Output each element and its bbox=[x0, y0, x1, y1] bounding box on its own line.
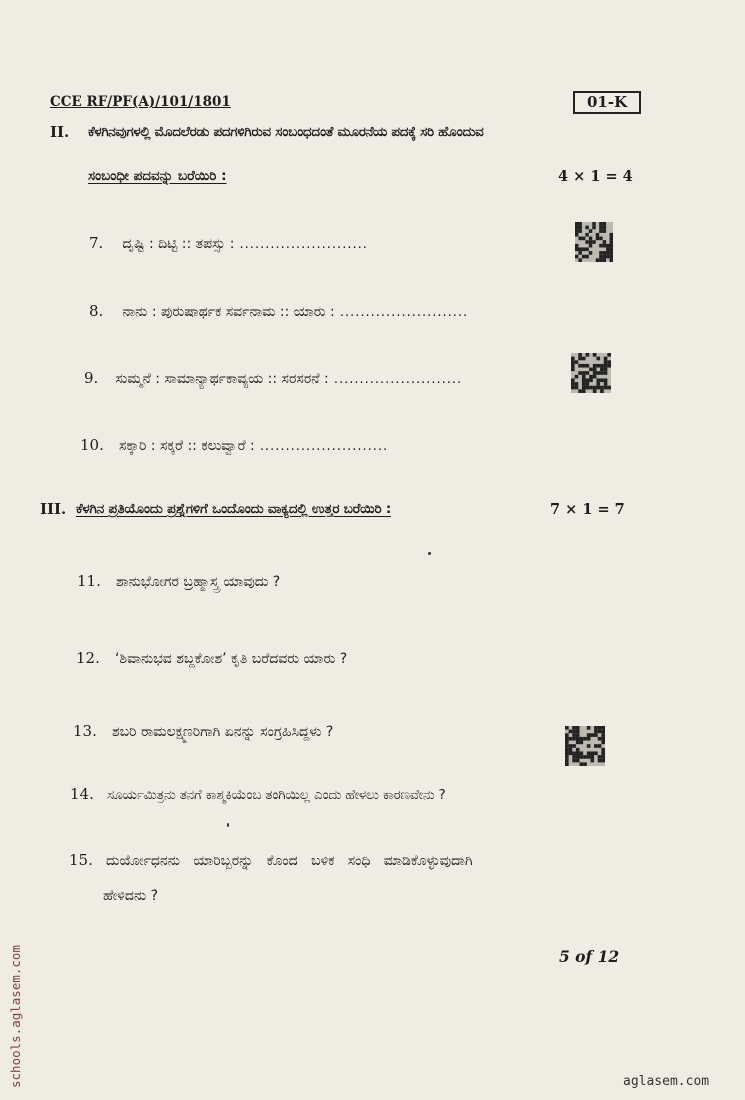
question-9 bbox=[84, 368, 462, 387]
question-text: ಶಾನುಭೋಗರ ಬ್ರಹ್ಮಾಸ್ತ್ರ ಯಾವುದು ? bbox=[115, 574, 281, 590]
answer-blank: ......................... bbox=[339, 305, 469, 320]
question-text: ‘ಶಿವಾನುಭವ ಶಬ್ದಕೋಶ’ ಕೃತಿ ಬರೆದವರು ಯಾರು ? bbox=[114, 651, 348, 667]
question-text: ದೃಷ್ಟಿ : ದಿಟ್ಟಿ :: ತಪಸ್ಸು : bbox=[122, 236, 235, 252]
scan-speck bbox=[227, 823, 229, 827]
section-2-marks: 4 × 1 = 4 bbox=[558, 168, 633, 185]
question-text: ಸೂರ್ಯಮಿತ್ರನು ತನಗೆ ಕಾಶ್ಮಕಿಯೆಂಬ ತಂಗಿಯಿಲ್ಲ ಎಂದು ಹೇಳಲು ಕಾರಣವೇನು ? bbox=[106, 787, 446, 803]
question-8 bbox=[89, 301, 468, 320]
question-number: 10. bbox=[80, 436, 104, 454]
question-15-text-line2: ಹೇಳಿದನು ? bbox=[103, 888, 159, 904]
question-number: 12. bbox=[76, 649, 100, 667]
question-11 bbox=[77, 571, 280, 590]
question-number: 14. bbox=[70, 785, 94, 803]
answer-blank: ......................... bbox=[239, 237, 368, 252]
question-text-line1: ದುರ್ಯೋಧನನು ಯಾರಿಬ್ಬರನ್ನು ಕೊಂದ ಬಳಿಕ ಸಂಧಿ ಮಾಡಿಕೊಳ್ಳುವುದಾಗಿ bbox=[105, 853, 473, 869]
question-number: 9. bbox=[84, 369, 99, 387]
watermark-bottom: aglasem.com bbox=[623, 1074, 710, 1089]
qr-code-icon bbox=[575, 222, 613, 262]
answer-blank: ......................... bbox=[259, 439, 389, 454]
scan-speck bbox=[428, 552, 431, 555]
question-number: 15. bbox=[69, 851, 93, 869]
version-code-box: 01-K bbox=[573, 91, 641, 114]
question-7 bbox=[89, 233, 368, 252]
section-3-instruction: ಕೆಳಗಿನ ಪ್ರತಿಯೊಂದು ಪ್ರಶ್ನೆಗಳಿಗೆ ಒಂದೊಂದು ವಾಕ್ಯದಲ್ಲಿ ಉತ್ತರ ಬರೆಯಿರಿ : bbox=[76, 501, 392, 517]
question-number: 7. bbox=[89, 234, 104, 252]
paper-code: CCE RF/PF(A)/101/1801 bbox=[50, 94, 231, 110]
section-2-instruction-line1: ಕೆಳಗಿನವುಗಳಲ್ಲಿ ಮೊದಲೆರಡು ಪದಗಳಿಗಿರುವ ಸಂಬಂಧದಂತೆ ಮೂರನೆಯ ಪದಕ್ಕೆ ಸರಿ ಹೊಂದುವ bbox=[88, 124, 484, 140]
qr-code-icon bbox=[571, 353, 611, 393]
section-2-number: II. bbox=[50, 123, 70, 141]
qr-code-icon bbox=[565, 726, 605, 766]
question-text: ಶಬರಿ ರಾಮಲಕ್ಷ್ಮಣರಿಗಾಗಿ ಏನನ್ನು ಸಂಗ್ರಹಿಸಿದ್ದಳು ? bbox=[111, 724, 334, 740]
section-2-instruction-line2: ಸಂಬಂಧೀ ಪದವನ್ನು ಬರೆಯಿರಿ : bbox=[88, 168, 227, 184]
question-15 bbox=[69, 850, 473, 869]
page-number: 5 of 12 bbox=[559, 947, 620, 966]
watermark-side: schools.aglasem.com bbox=[8, 945, 23, 1088]
question-13 bbox=[73, 721, 333, 740]
question-14 bbox=[70, 784, 445, 803]
question-12 bbox=[76, 648, 347, 667]
answer-blank: ......................... bbox=[333, 372, 463, 387]
question-text: ನಾನು : ಪುರುಷಾರ್ಥಕ ಸರ್ವನಾಮ :: ಯಾರು : bbox=[122, 304, 335, 320]
section-3-number: III. bbox=[40, 500, 67, 518]
question-text: ಸಕ್ಕಾರಿ : ಸಕ್ಕರೆ :: ಕಲುವ್ವಾರೆ : bbox=[118, 438, 255, 454]
question-text: ಸುಮ್ಮನೆ : ಸಾಮಾನ್ಯಾರ್ಥಕಾವ್ಯಯ :: ಸರಸರನೆ : bbox=[115, 371, 329, 387]
question-number: 8. bbox=[89, 302, 104, 320]
question-number: 13. bbox=[73, 722, 97, 740]
section-3-marks: 7 × 1 = 7 bbox=[550, 501, 625, 518]
question-number: 11. bbox=[77, 572, 101, 590]
question-10 bbox=[80, 435, 388, 454]
